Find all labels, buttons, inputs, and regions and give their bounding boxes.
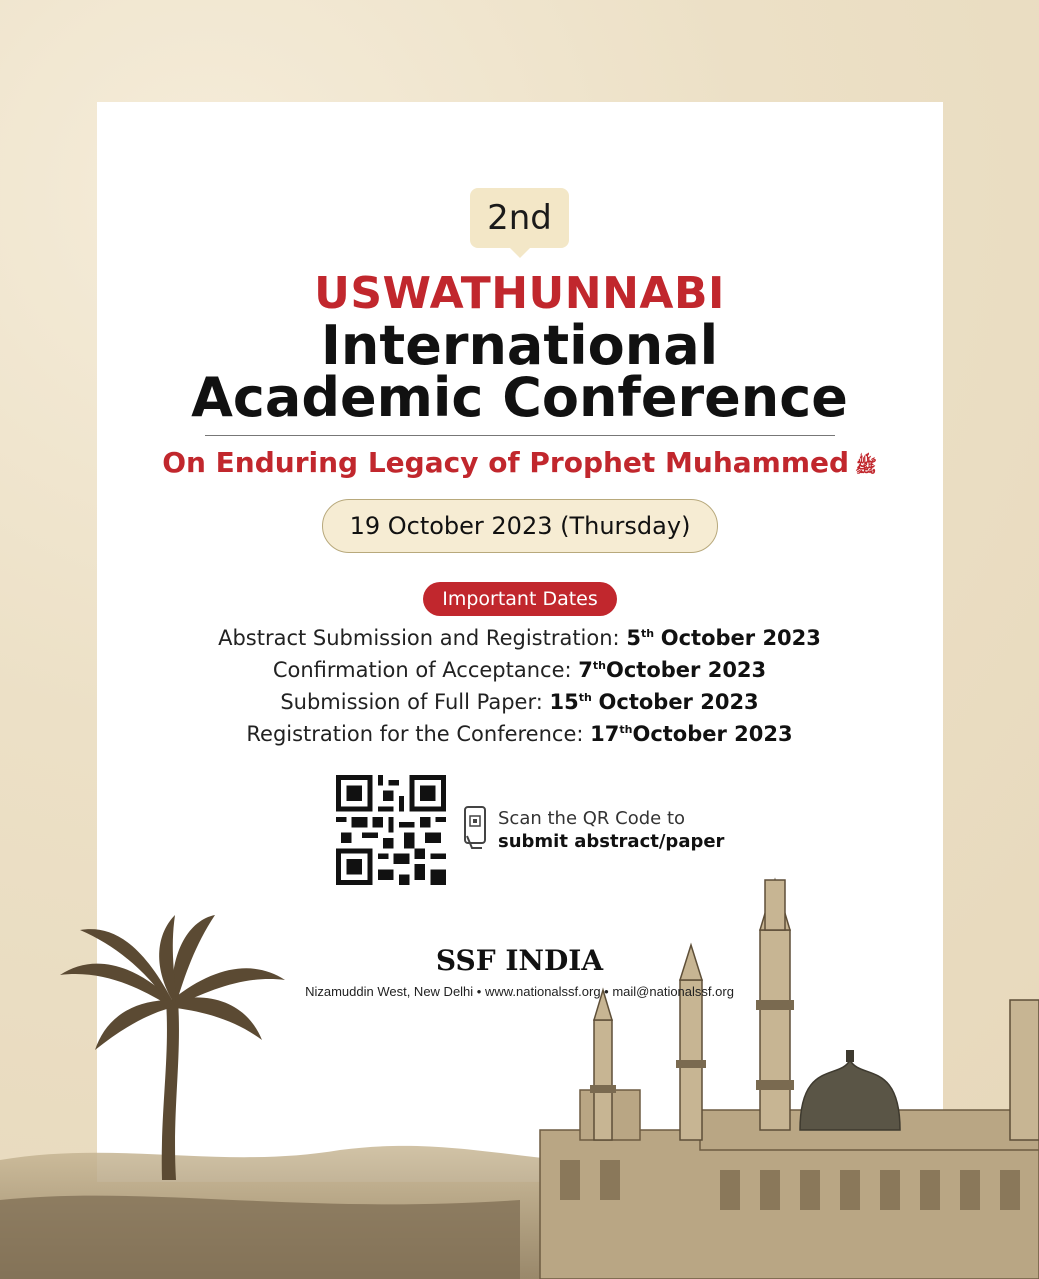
date-label: Confirmation of Acceptance:	[272, 658, 572, 682]
title-line-2: International	[320, 314, 719, 377]
title-line-3: Academic Conference	[191, 366, 848, 429]
date-suffix: th	[619, 723, 633, 736]
date-month-year: October 2023	[660, 626, 821, 650]
date-label: Abstract Submission and Registration:	[218, 626, 620, 650]
date-day: 7	[578, 658, 593, 682]
date-day: 15	[549, 690, 579, 714]
honorific-mark: ﷺ	[855, 456, 877, 477]
date-suffix: th	[578, 691, 592, 704]
date-month-year: October 2023	[632, 722, 793, 746]
date-suffix: th	[640, 627, 655, 640]
date-day: 17	[590, 722, 620, 746]
subtitle-text: On Enduring Legacy of Prophet Muhammed	[162, 446, 850, 479]
date-month-year: October 2023	[606, 658, 767, 682]
organization-name: SSF INDIA	[435, 944, 604, 977]
event-date-pill: 19 October 2023 (Thursday)	[322, 499, 718, 553]
scan-action: submit abstract/paper	[498, 831, 725, 852]
date-label: Submission of Full Paper:	[280, 690, 543, 714]
scan-instruction: Scan the QR Code to	[498, 808, 686, 829]
conference-name: USWATHUNNABI	[314, 268, 725, 319]
date-label: Registration for the Conference:	[246, 722, 584, 746]
important-dates-badge: Important Dates	[423, 582, 617, 616]
date-day: 5	[626, 626, 641, 650]
edition-badge: 2nd	[470, 188, 569, 248]
date-month-year: October 2023	[598, 690, 759, 714]
date-suffix: th	[592, 659, 606, 672]
contact-info: Nizamuddin West, New Delhi • www.nationalssf.org • mail@nationalssf.org	[305, 984, 734, 999]
